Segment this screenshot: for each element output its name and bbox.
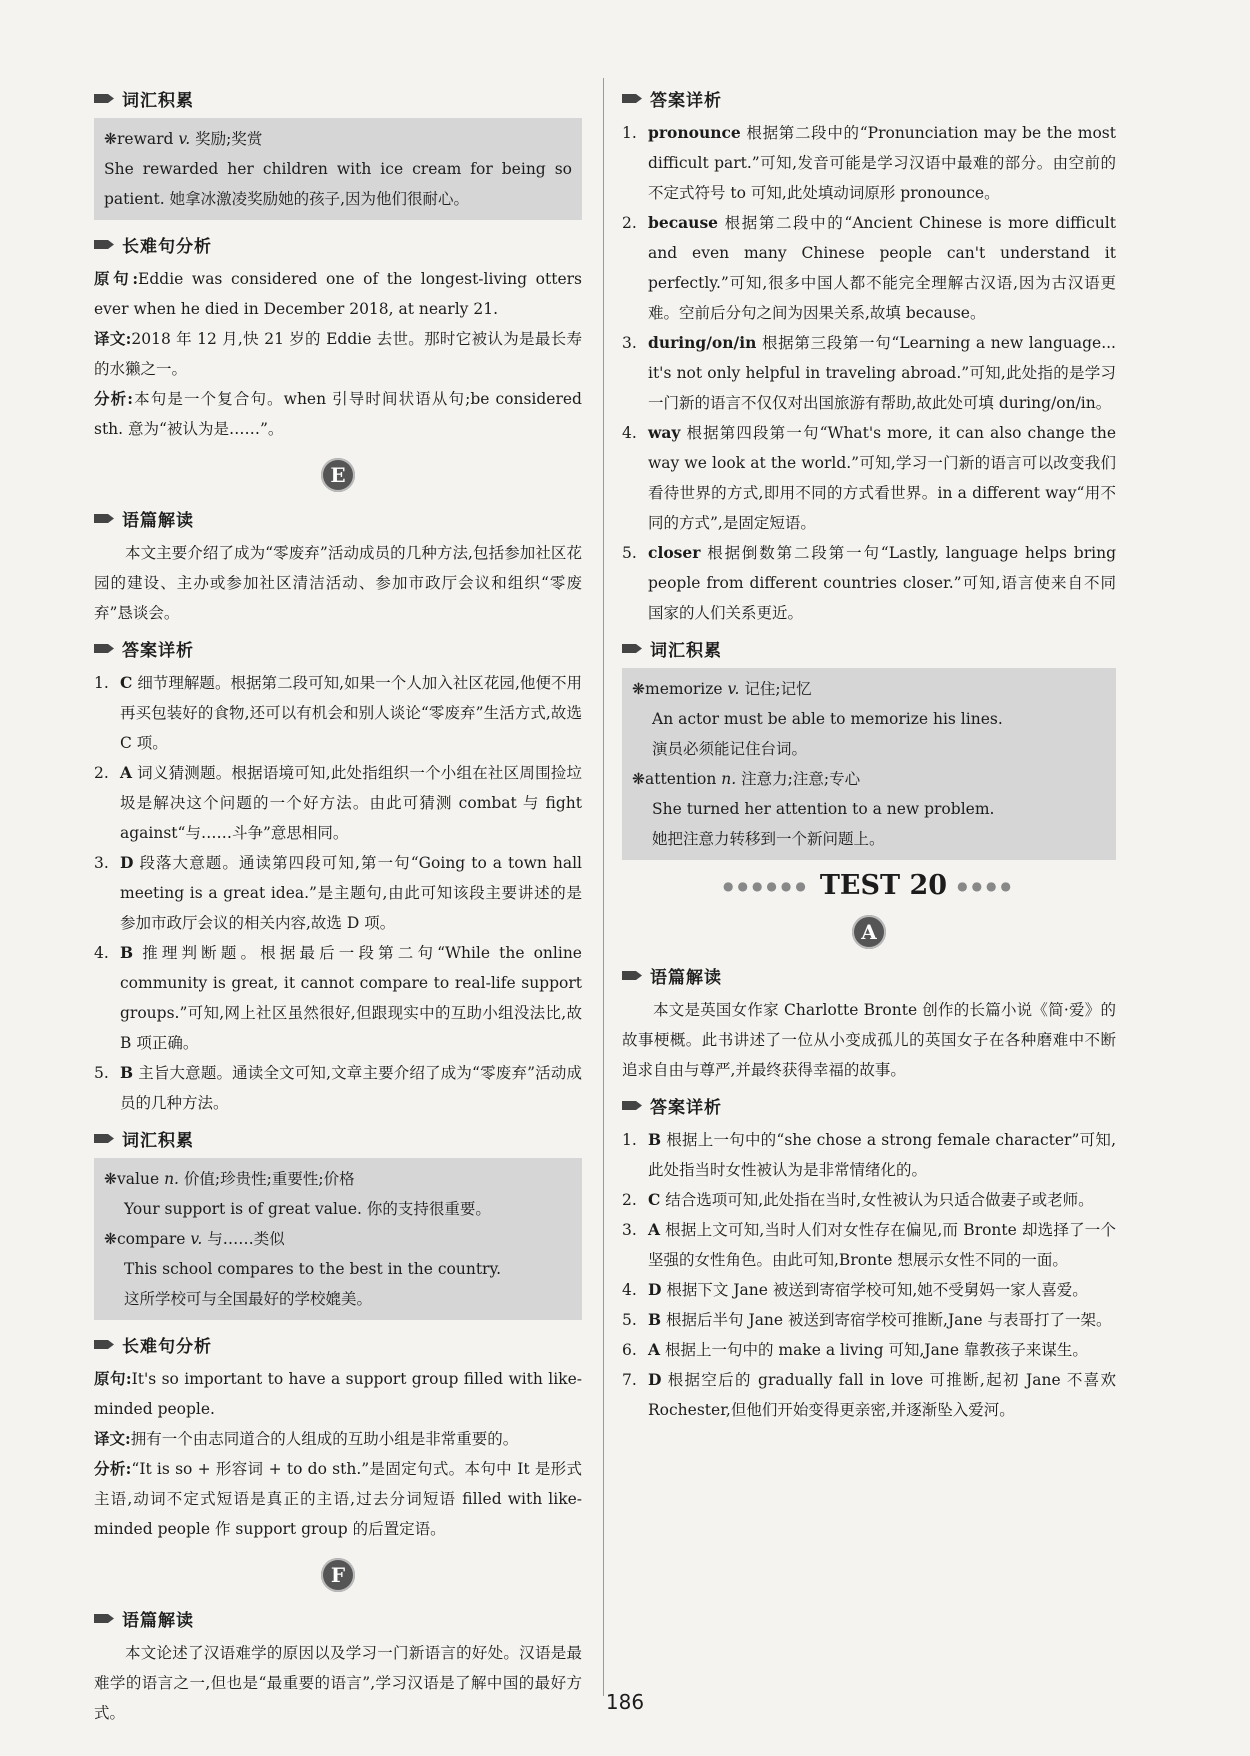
vocab-entry: ❋value n. 价值;珍贵性;重要性;价格 bbox=[104, 1170, 355, 1188]
pencil-icon bbox=[94, 90, 114, 106]
passage-badge-f: F bbox=[321, 1558, 355, 1592]
section-heading-long-sentence bbox=[94, 1328, 582, 1360]
section-heading-long-sentence bbox=[94, 228, 582, 260]
answer-item: 5. B 主旨大意题。通读全文可知,文章主要介绍了成为“零废弃”活动成员的几种方法。 bbox=[94, 1063, 582, 1112]
answer-item: 4. B 推理判断题。根据最后一段第二句“While the online community is great, it cannot compare to real-life support groups.”可知,网上社区虽然很好,但跟现实中的互助小组没法比,故 B 项正确。 bbox=[94, 943, 582, 1052]
answer-item: 1. pronounce 根据第二段中的“Pronunciation may be the most difficult part.”可知,发音可能是学习汉语中最难的部分。由空前的不定式符号 to 可知,此处填动词原形 pronounce。 bbox=[622, 123, 1116, 202]
answer-item: 4. D 根据下文 Jane 被送到寄宿学校可知,她不受舅妈一家人喜爱。 bbox=[622, 1280, 1088, 1299]
analysis: 分析:本句是一个复合句。when 引导时间状语从句;be considered sth. 意为“被认为是……”。 bbox=[94, 389, 582, 438]
vocab-box bbox=[94, 1158, 582, 1320]
section-title: 语篇解读 bbox=[122, 510, 194, 531]
pencil-icon bbox=[94, 510, 114, 526]
section-title: 长难句分析 bbox=[122, 236, 212, 257]
pencil-icon bbox=[94, 640, 114, 656]
section-title: 词汇积累 bbox=[122, 1130, 194, 1151]
right-column bbox=[622, 78, 1116, 1425]
original-sentence: 原句:Eddie was considered one of the longest-living otters ever when he died in December 2018, at nearly 21. bbox=[94, 269, 582, 318]
section-title: 词汇积累 bbox=[650, 640, 722, 661]
section-title: 词汇积累 bbox=[122, 90, 194, 111]
section-heading-vocab bbox=[94, 1122, 582, 1154]
pencil-icon bbox=[94, 1336, 114, 1352]
vocab-example-en: She rewarded her children with ice cream for being so patient. 她拿冰激凌奖励她的孩子,因为他们很耐心。 bbox=[104, 160, 572, 208]
pencil-icon bbox=[622, 640, 642, 656]
vocab-entry: ❋reward v. 奖励;奖赏 bbox=[104, 130, 263, 148]
answer-item: 4. way 根据第四段第一句“What's more, it can also change the way we look at the world.”可知,学习一门新的语言可以改变我们看待世界的方式,即用不同的方式看世界。in a different way“用不同的方式”,是固定短语。 bbox=[622, 423, 1116, 532]
answer-item: 7. D 根据空后的 gradually fall in love 可推断,起初 Jane 不喜欢 Rochester,但他们开始变得更亲密,并逐渐坠入爱河。 bbox=[622, 1370, 1116, 1419]
vocab-example-en: An actor must be able to memorize his lines. bbox=[652, 710, 1003, 728]
left-column bbox=[94, 78, 582, 1728]
reading-summary: 本文论述了汉语难学的原因以及学习一门新语言的好处。汉语是最难学的语言之一,但也是“最重要的语言”,学习汉语是了解中国的最好方式。 bbox=[94, 1644, 582, 1722]
answer-item: 1. B 根据上一句中的“she chose a strong female character”可知,此处指当时女性被认为是非常情绪化的。 bbox=[622, 1130, 1116, 1179]
passage-badge-e: E bbox=[321, 458, 355, 492]
section-title: 语篇解读 bbox=[122, 1610, 194, 1631]
answer-item: 3. during/on/in 根据第三段第一句“Learning a new language... it's not only helpful in traveling abroad.”可知,此处指的是学习一门新的语言不仅仅对出国旅游有帮助,故此处可填 during/on/in。 bbox=[622, 333, 1116, 412]
answer-item: 2. C 结合选项可知,此处指在当时,女性被认为只适合做妻子或老师。 bbox=[622, 1190, 1094, 1209]
answer-item: 6. A 根据上一句中的 make a living 可知,Jane 靠教孩子来谋生。 bbox=[622, 1340, 1088, 1359]
vocab-box bbox=[622, 668, 1116, 860]
answer-item: 2. A 词义猜测题。根据语境可知,此处指组织一个小组在社区周围捡垃圾是解决这个问题的一个好方法。由此可猜测 combat 与 fight against“与……斗争”意思相同。 bbox=[94, 763, 582, 842]
section-heading-vocab bbox=[94, 82, 582, 114]
vocab-example-en: This school compares to the best in the country. bbox=[124, 1260, 502, 1278]
vocab-example-en: She turned her attention to a new problem. bbox=[652, 800, 995, 818]
vocab-entry: ❋attention n. 注意力;注意;专心 bbox=[632, 770, 861, 788]
section-title: 语篇解读 bbox=[650, 967, 722, 988]
decorative-dots: ●●●●●● bbox=[723, 878, 810, 893]
vocab-example-zh: 她把注意力转移到一个新问题上。 bbox=[652, 830, 885, 848]
answer-item: 3. D 段落大意题。通读第四段可知,第一句“Going to a town hall meeting is a great idea.”是主题句,由此可知该段主要讲述的是参加市政厅会议的相关内容,故选 D 项。 bbox=[94, 853, 582, 932]
analysis: 分析:“It is so + 形容词 + to do sth.”是固定句式。本句中 It 是形式主语,动词不定式短语是真正的主语,过去分词短语 filled with like-minded people 作 support group 的后置定语。 bbox=[94, 1459, 582, 1538]
section-title: 答案详析 bbox=[650, 1097, 722, 1118]
translation: 译文:2018 年 12 月,快 21 岁的 Eddie 去世。那时它被认为是最长寿的水獭之一。 bbox=[94, 329, 582, 378]
vocab-entry: ❋memorize v. 记住;记忆 bbox=[632, 680, 812, 698]
reading-summary: 本文主要介绍了成为“零废弃”活动成员的几种方法,包括参加社区花园的建设、主办或参加社区清洁活动、参加市政厅会议和组织“零废弃”恳谈会。 bbox=[94, 544, 582, 622]
vocab-example-zh: 这所学校可与全国最好的学校媲美。 bbox=[124, 1290, 373, 1308]
vocab-entry: ❋compare v. 与……类似 bbox=[104, 1230, 285, 1248]
section-heading-answers bbox=[622, 1089, 1116, 1121]
answer-item: 5. B 根据后半句 Jane 被送到寄宿学校可推断,Jane 与表哥打了一架。 bbox=[622, 1310, 1112, 1329]
column-divider bbox=[603, 78, 604, 1696]
translation: 译文:拥有一个由志同道合的人组成的互助小组是非常重要的。 bbox=[94, 1429, 519, 1448]
vocab-box bbox=[94, 118, 582, 220]
answer-item: 5. closer 根据倒数第二段第一句“Lastly, language helps bring people from different countries closer.”可知,语言使来自不同国家的人们关系更近。 bbox=[622, 543, 1116, 622]
reading-summary: 本文是英国女作家 Charlotte Bronte 创作的长篇小说《简·爱》的故事梗概。此书讲述了一位从小变成孤儿的英国女子在各种磨难中不断追求自由与尊严,并最终获得幸福的故事。 bbox=[622, 1001, 1116, 1079]
pencil-icon bbox=[622, 90, 642, 106]
answer-item: 1. C 细节理解题。根据第二段可知,如果一个人加入社区花园,他便不用再买包装好的食物,还可以有机会和别人谈论“零废弃”生活方式,故选 C 项。 bbox=[94, 673, 582, 752]
section-title: 答案详析 bbox=[650, 90, 722, 111]
answer-item: 3. A 根据上文可知,当时人们对女性存在偏见,而 Bronte 却选择了一个坚强的女性角色。由此可知,Bronte 想展示女性不同的一面。 bbox=[622, 1220, 1116, 1269]
pencil-icon bbox=[622, 1097, 642, 1113]
section-heading-reading bbox=[94, 1602, 582, 1634]
original-sentence: 原句:It's so important to have a support group filled with like-minded people. bbox=[94, 1369, 582, 1418]
test-heading bbox=[622, 870, 1116, 901]
section-heading-vocab bbox=[622, 632, 1116, 664]
section-heading-reading bbox=[94, 502, 582, 534]
pencil-icon bbox=[94, 1610, 114, 1626]
section-heading-answers bbox=[94, 632, 582, 664]
section-title: 答案详析 bbox=[122, 640, 194, 661]
pencil-icon bbox=[94, 236, 114, 252]
answer-item: 2. because 根据第二段中的“Ancient Chinese is more difficult and even many Chinese people can't understand it perfectly.”可知,很多中国人都不能完全理解古汉语,因为古汉语更难。空前后分句之间为因果关系,故填 because。 bbox=[622, 213, 1116, 322]
decorative-dots: ●●●● bbox=[957, 878, 1015, 893]
vocab-example-zh: 演员必须能记住台词。 bbox=[652, 740, 808, 758]
vocab-example: Your support is of great value. 你的支持很重要。 bbox=[124, 1200, 491, 1218]
page-number: 186 bbox=[605, 1690, 645, 1714]
pencil-icon bbox=[94, 1130, 114, 1146]
passage-badge-a: A bbox=[852, 915, 886, 949]
section-heading-reading bbox=[622, 959, 1116, 991]
section-heading-answers bbox=[622, 82, 1116, 114]
section-title: 长难句分析 bbox=[122, 1336, 212, 1357]
test-title: TEST 20 bbox=[819, 870, 948, 901]
pencil-icon bbox=[622, 967, 642, 983]
